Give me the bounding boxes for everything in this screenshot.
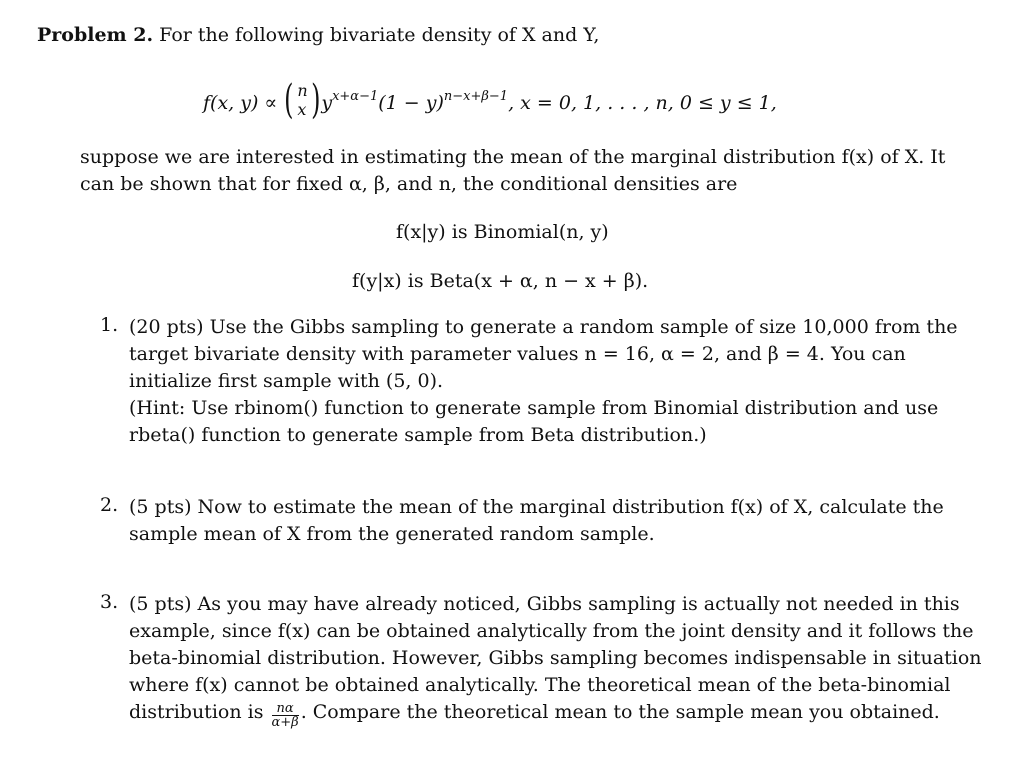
item-3-line: (5 pts) As you may have already noticed, Gibbs sampling is actually not needed in this	[129, 593, 960, 615]
binom-bottom: x	[297, 100, 307, 119]
fraction-denominator: α+β	[271, 715, 299, 730]
item-1-number: 1.	[100, 314, 119, 336]
item-1-line: initialize first sample with (5, 0).	[129, 370, 444, 392]
item-2-line: (5 pts) Now to estimate the mean of the marginal distribution f(x) of X, calculate the	[129, 496, 944, 518]
density-lhs: f(x, y) ∝	[203, 92, 278, 114]
fraction-numerator: nα	[272, 702, 299, 716]
problem-intro: For the following bivariate density of X and Y,	[159, 24, 600, 46]
paragraph-line-1: suppose we are interested in estimating the mean of the marginal distribution f(x) of X. It	[80, 146, 946, 168]
density-formula	[203, 77, 777, 123]
conditional-2: f(y|x) is Beta(x + α, n − x + β).	[352, 270, 649, 292]
binom-top: n	[297, 81, 308, 100]
item-1	[129, 314, 958, 449]
density-exp2: n−x+β−1	[443, 89, 509, 104]
item-2-line: sample mean of X from the generated random sample.	[129, 523, 655, 545]
item-3-line: example, since f(x) can be obtained analytically from the joint density and it follows the	[129, 620, 974, 642]
item-1-line: (Hint: Use rbinom() function to generate sample from Binomial distribution and use	[129, 397, 939, 419]
item-1-line: rbeta() function to generate sample from Beta distribution.)	[129, 424, 707, 446]
problem-label: Problem 2.	[37, 24, 154, 46]
item-3-line: beta-binomial distribution. However, Gibbs sampling becomes indispensable in situation	[129, 647, 982, 669]
item-2-number: 2.	[100, 494, 119, 516]
item-1-line: target bivariate density with parameter values n = 16, α = 2, and β = 4. You can	[129, 343, 906, 365]
item-3-last-before: distribution is	[129, 701, 264, 723]
item-3-last-after: . Compare the theoretical mean to the sample mean you obtained.	[300, 701, 940, 723]
paragraph-line-2: can be shown that for fixed α, β, and n, the conditional densities are	[80, 173, 738, 195]
item-1-line: (20 pts) Use the Gibbs sampling to generate a random sample of size 10,000 from the	[129, 316, 958, 338]
density-mid: (1 − y)	[378, 92, 444, 114]
density-exp1: x+α−1	[332, 89, 379, 104]
paragraph	[80, 144, 945, 198]
item-3-line: where f(x) cannot be obtained analytically. The theoretical mean of the beta-binomial	[129, 674, 951, 696]
problem-header	[37, 24, 599, 46]
item-2	[129, 494, 944, 548]
density-y: y	[321, 92, 333, 114]
binomial-coefficient: ( n x )	[284, 77, 321, 123]
item-3	[129, 591, 982, 729]
conditional-1: f(x|y) is Binomial(n, y)	[396, 221, 609, 243]
density-support: , x = 0, 1, . . . , n, 0 ≤ y ≤ 1,	[508, 92, 777, 114]
theoretical-mean-fraction	[272, 702, 299, 729]
item-3-number: 3.	[100, 591, 119, 613]
item-3-last-line	[129, 699, 982, 729]
